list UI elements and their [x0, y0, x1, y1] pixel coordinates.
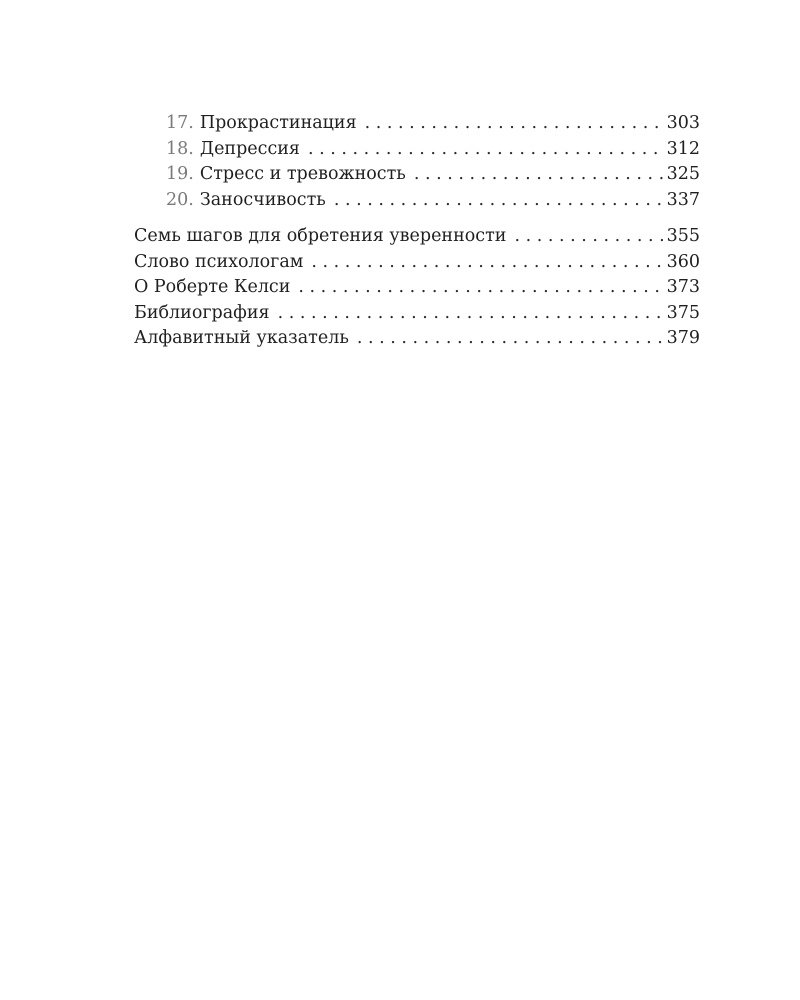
page-number: 355: [666, 226, 700, 246]
dot-leader: [308, 137, 665, 163]
page-number: 379: [666, 328, 700, 348]
dot-leader: [365, 111, 665, 137]
chapter-title: Заносчивость: [199, 189, 326, 210]
section-title: Семь шагов для обретения уверенности: [134, 226, 507, 246]
toc-section-row: [134, 224, 700, 250]
page-number: 360: [666, 251, 700, 272]
section-title: О Роберте Келси: [134, 277, 291, 297]
section-title: Слово психологам: [134, 251, 304, 272]
chapter-title: Депрессия: [199, 138, 300, 159]
page-number: 312: [666, 138, 700, 159]
chapter-title: Стресс и тревожность: [199, 164, 406, 184]
toc-chapter-row: [134, 162, 700, 188]
page-number: 375: [666, 302, 700, 323]
toc-section-row: [134, 326, 700, 352]
toc-section-row: [134, 250, 700, 276]
dot-leader: [278, 301, 665, 327]
chapter-number: 17.: [166, 113, 194, 133]
page-number: 373: [666, 277, 700, 297]
dot-leader: [414, 162, 665, 188]
dot-leader: [357, 326, 665, 352]
table-of-contents: [134, 111, 700, 352]
section-title: Библиография: [134, 302, 270, 323]
dot-leader: [334, 188, 665, 214]
dot-leader: [514, 224, 664, 250]
page-number: 325: [666, 164, 700, 184]
page-number: 337: [666, 189, 700, 210]
toc-section-row: [134, 301, 700, 327]
chapter-number: 18.: [166, 138, 194, 159]
toc-chapter-row: [134, 137, 700, 163]
toc-chapter-row: [134, 188, 700, 214]
page-number: 303: [666, 113, 700, 133]
dot-leader: [298, 275, 664, 301]
chapter-number: 19.: [166, 164, 194, 184]
chapter-number: 20.: [166, 189, 194, 210]
chapter-title: Прокрастинация: [199, 113, 357, 133]
toc-section-row: [134, 275, 700, 301]
dot-leader: [311, 250, 664, 276]
toc-chapter-row: [134, 111, 700, 137]
section-title: Алфавитный указатель: [134, 328, 349, 348]
